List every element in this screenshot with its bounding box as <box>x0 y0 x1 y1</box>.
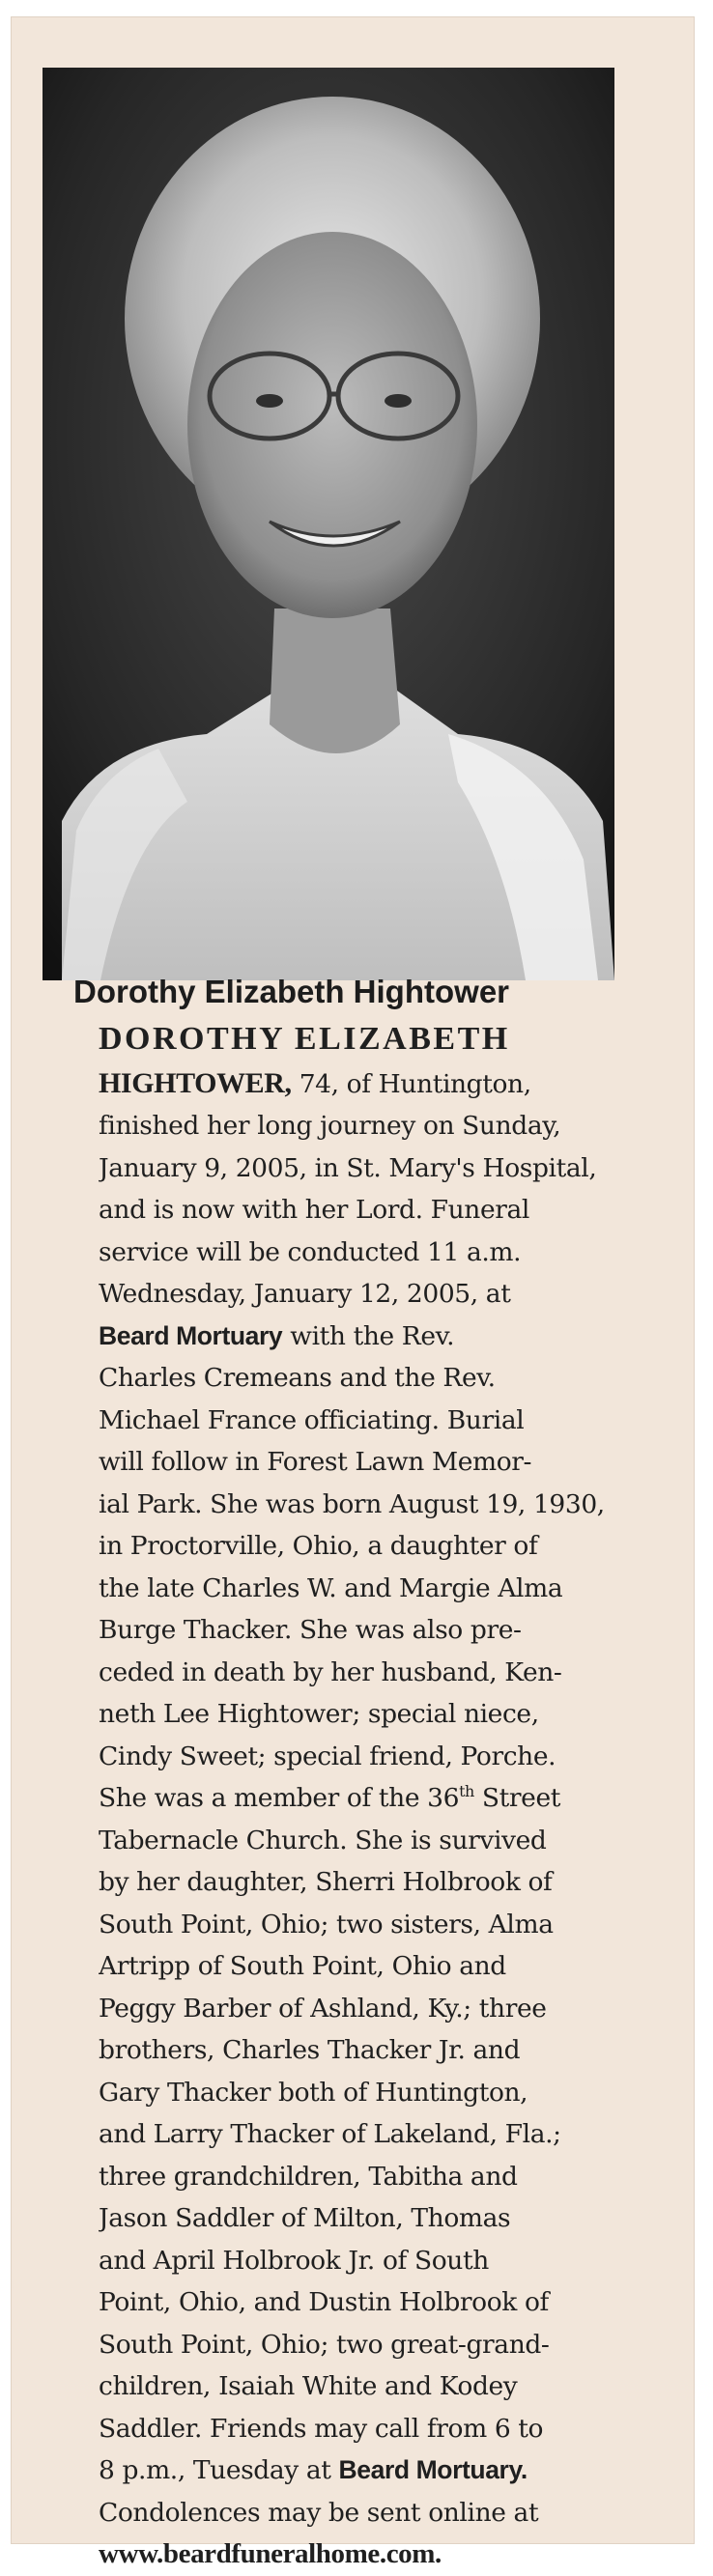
obituary-line <box>99 1945 698 1988</box>
obituary-line <box>99 2365 698 2408</box>
obituary-line <box>99 2197 698 2240</box>
obituary-line <box>99 2072 698 2114</box>
obituary-line <box>99 2408 698 2450</box>
obituary-line <box>99 1652 698 1694</box>
obituary-line <box>99 2029 698 2072</box>
obituary-text-segment: Burge Thacker. She was also pre- <box>99 1615 522 1645</box>
obituary-text-segment: Michael France officiating. Burial <box>99 1404 525 1435</box>
obituary-text-segment: the late Charles W. and Margie Alma <box>99 1572 563 1603</box>
obituary-line <box>99 1693 698 1736</box>
obituary-line <box>99 1609 698 1652</box>
obituary-line <box>99 1820 698 1862</box>
obituary-text-segment: brothers, Charles Thacker Jr. and <box>99 2035 521 2065</box>
obituary-line <box>99 2240 698 2282</box>
obituary-text-segment: Condolences may be sent online at <box>99 2497 539 2528</box>
obituary-line <box>99 1568 698 1610</box>
obituary-text-segment: Gary Thacker both of Huntington, <box>99 2077 528 2108</box>
obituary-line <box>99 2324 698 2366</box>
obituary-line <box>99 1357 698 1400</box>
obituary-text-segment: by her daughter, Sherri Holbrook of <box>99 1867 553 1897</box>
obituary-text-segment: Point, Ohio, and Dustin Holbrook of <box>99 2287 549 2317</box>
obituary-text-segment: DOROTHY ELIZABETH <box>99 1021 510 1057</box>
obituary-line <box>99 1189 698 1231</box>
obituary-text-segment: South Point, Ohio; two sisters, Alma <box>99 1909 554 1939</box>
obituary-text-segment: Peggy Barber of Ashland, Ky.; three <box>99 1993 547 2024</box>
obituary-text-segment: 74, of Huntington, <box>291 1068 531 1099</box>
obituary-text-segment: Street <box>473 1783 560 1813</box>
obituary-text-segment: in Proctorville, Ohio, a daughter of <box>99 1531 538 1561</box>
obituary-text-segment: and is now with her Lord. Funeral <box>99 1195 529 1225</box>
obituary-text-segment: th <box>459 1782 474 1801</box>
obituary-text-segment: Artripp of South Point, Ohio and <box>99 1951 506 1981</box>
obituary-text-segment: ial Park. She was born August 19, 1930, <box>99 1488 605 1519</box>
obituary-line <box>99 1062 698 1106</box>
obituary-text-segment: Cindy Sweet; special friend, Porche. <box>99 1741 556 1771</box>
obituary-line <box>99 1861 698 1904</box>
obituary-text-segment: neth Lee Hightower; special niece, <box>99 1699 539 1729</box>
obituary-text-segment: Charles Cremeans and the Rev. <box>99 1363 496 1393</box>
obituary-text-segment: will follow in Forest Lawn Memor- <box>99 1447 532 1477</box>
obituary-text-segment: with the Rev. <box>282 1320 455 1351</box>
obituary-text-segment: January 9, 2005, in St. Mary's Hospital, <box>99 1152 597 1183</box>
obituary-text-segment: children, Isaiah White and Kodey <box>99 2371 518 2401</box>
obituary-text-segment: Jason Saddler of Milton, Thomas <box>99 2203 511 2233</box>
obituary-line <box>99 1105 698 1147</box>
obituary-text-segment: South Point, Ohio; two great-grand- <box>99 2329 550 2360</box>
obituary-text-segment: Beard Mortuary. <box>338 2455 528 2484</box>
obituary-text-segment: She was a member of the 36 <box>99 1783 460 1813</box>
obituary-text-segment: Saddler. Friends may call from 6 to <box>99 2413 544 2444</box>
obituary-text-segment: Wednesday, January 12, 2005, at <box>99 1279 511 1309</box>
obituary-line <box>99 2492 698 2534</box>
obituary-line <box>99 1441 698 1484</box>
obituary-line <box>99 2156 698 2198</box>
obituary-line <box>99 1147 698 1190</box>
obituary-text-segment: ceded in death by her husband, Ken- <box>99 1656 562 1687</box>
obituary-body <box>99 1018 698 2576</box>
obituary-line <box>99 2281 698 2324</box>
obituary-line <box>99 1736 698 1778</box>
obituary-line <box>99 1273 698 1316</box>
obituary-text-segment: three grandchildren, Tabitha and <box>99 2161 518 2192</box>
obituary-text-segment: HIGHTOWER, <box>99 1066 292 1099</box>
obituary-text-segment: and Larry Thacker of Lakeland, Fla.; <box>99 2119 561 2149</box>
obituary-headline: Dorothy Elizabeth Hightower <box>73 974 510 1009</box>
obituary-line <box>99 1988 698 2030</box>
obituary-line <box>99 1231 698 1274</box>
newspaper-clipping <box>12 17 694 2569</box>
obituary-text-segment: Beard Mortuary <box>99 1320 283 1350</box>
obituary-text-segment: and April Holbrook Jr. of South <box>99 2245 489 2276</box>
portrait-photo <box>43 68 614 980</box>
obituary-line <box>99 1316 698 1358</box>
obituary-line <box>99 1904 698 1946</box>
obituary-text-segment: service will be conducted 11 a.m. <box>99 1236 522 1267</box>
obituary-line <box>99 1018 698 1062</box>
obituary-text-segment: 8 p.m., Tuesday at <box>99 2455 339 2485</box>
obituary-text-segment: Tabernacle Church. She is survived <box>99 1825 547 1855</box>
obituary-line <box>99 1525 698 1568</box>
obituary-line <box>99 2534 698 2576</box>
obituary-line <box>99 1484 698 1526</box>
obituary-line <box>99 1777 698 1820</box>
obituary-line <box>99 2449 698 2492</box>
obituary-line <box>99 1400 698 1442</box>
obituary-line <box>99 2113 698 2156</box>
portrait-photo-image <box>43 68 614 980</box>
obituary-text-segment: finished her long journey on Sunday, <box>99 1111 561 1141</box>
obituary-text-segment: www.beardfuneralhome.com. <box>99 2538 442 2569</box>
